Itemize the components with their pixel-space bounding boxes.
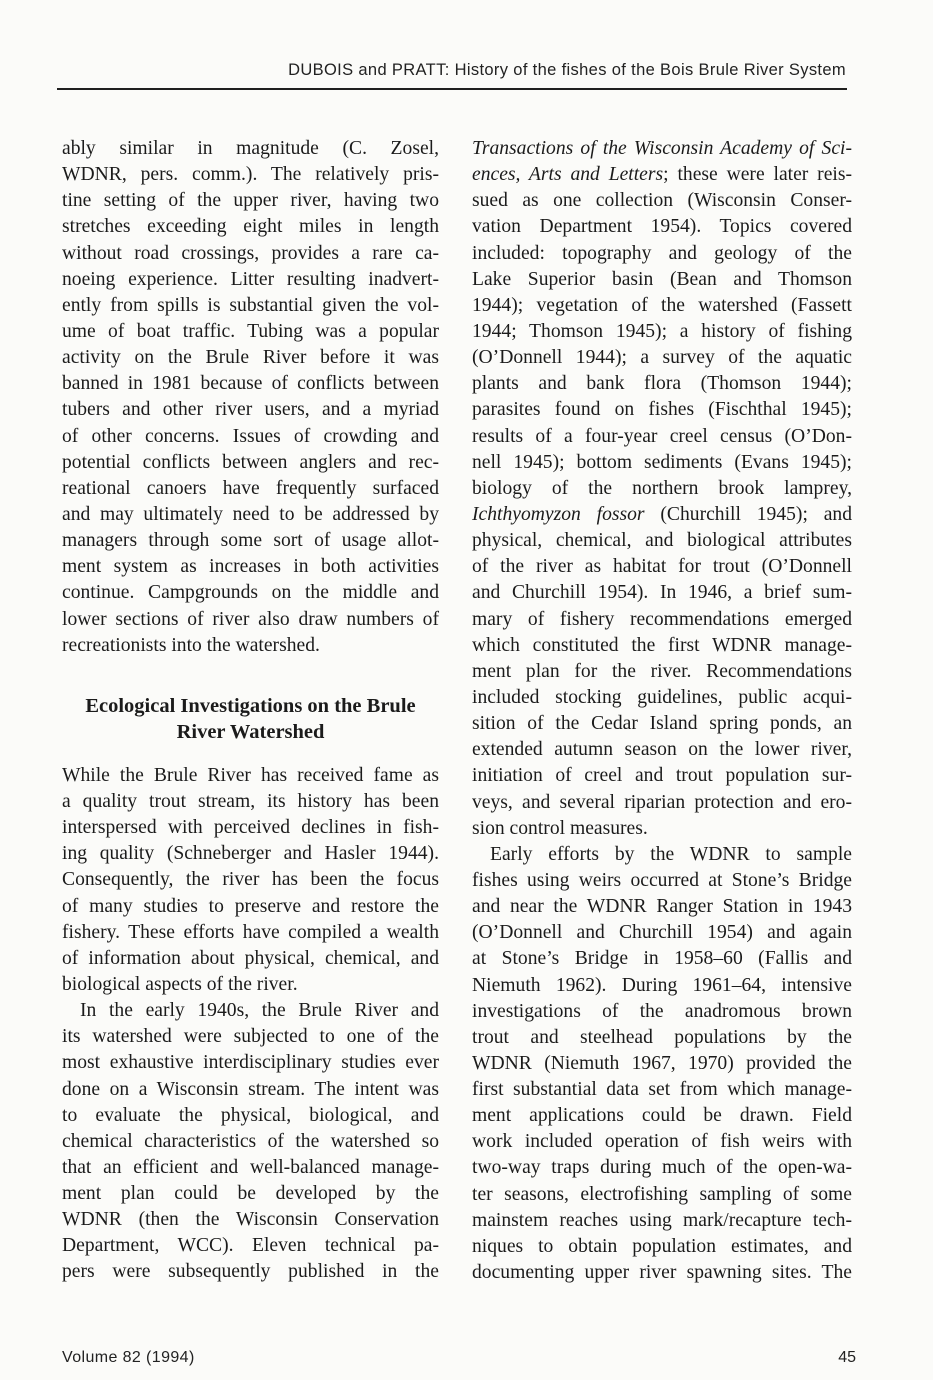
text-line: of other concerns. Issues of crowding and <box>62 425 439 447</box>
text-line: ing quality (Schneberger and Hasler 1944). <box>62 843 439 865</box>
paragraph-recreation <box>62 136 439 659</box>
text-line: trout and steelhead populations by the <box>472 1026 852 1048</box>
text-line: ter seasons, electrofishing sampling of some <box>472 1183 852 1205</box>
text-line: that an efficient and well-balanced manage- <box>62 1156 439 1178</box>
text-line: lower sections of river also draw numbers of <box>62 608 439 630</box>
text-line: physical, chemical, and biological attributes <box>472 530 852 552</box>
text-line: Early efforts by the WDNR to sample <box>490 843 852 865</box>
text-line: pers were subsequently published in the <box>62 1261 439 1283</box>
journal-title: Transactions of the Wisconsin Academy of Sci- <box>472 138 852 159</box>
text-line: chemical characteristics of the watershed so <box>62 1130 439 1152</box>
paragraph-early-1940s <box>62 998 439 1286</box>
text-line: at Stone’s Bridge in 1958–60 (Fallis and <box>472 948 852 970</box>
text-line: reational canoers have frequently surfaced <box>62 477 439 499</box>
running-header: DUBOIS and PRATT: History of the fishes of the Bois Brule River System <box>288 61 846 79</box>
text-line: plants and bank flora (Thomson 1944); <box>472 373 852 395</box>
text-line: biology of the northern brook lamprey, <box>472 477 852 499</box>
text-line: two-way traps during much of the open-wa- <box>472 1157 852 1179</box>
text-line: investigations of the anadromous brown <box>472 1000 852 1022</box>
text-line: its watershed were subjected to one of the <box>62 1026 439 1048</box>
text-line: Department, WCC). Eleven technical pa- <box>62 1235 439 1257</box>
heading-line: Ecological Investigations on the Brule <box>85 694 416 717</box>
text-line: first substantial data set from which manage- <box>472 1079 852 1101</box>
text-line: and Churchill 1954). In 1946, a brief sum- <box>472 582 852 604</box>
text-line: work included operation of fish weirs with <box>472 1131 852 1153</box>
text-line: included stocking guidelines, public acqui- <box>472 686 852 708</box>
text-line: fishes using weirs occurred at Stone’s Bridge <box>472 869 852 891</box>
text-line: ment system as increases in both activities <box>62 556 439 578</box>
text-line: ment applications could be drawn. Field <box>472 1105 852 1127</box>
heading-spacer <box>62 745 439 763</box>
text-line: sued as one collection (Wisconsin Conser- <box>472 190 852 212</box>
text-line: ably similar in magnitude (C. Zosel, <box>62 138 439 159</box>
section-spacer <box>62 659 439 693</box>
text-line: vation Department 1954). Topics covered <box>472 216 852 238</box>
text-line: WDNR, pers. comm.). The relatively pris- <box>62 164 439 186</box>
text-line: Consequently, the river has been the focus <box>62 869 439 891</box>
text-line: sion control measures. <box>472 817 648 839</box>
text-line: noeing experience. Litter resulting inadvert- <box>62 268 439 290</box>
text-line: done on a Wisconsin stream. The intent was <box>62 1078 439 1100</box>
text-line: to evaluate the physical, biological, and <box>62 1104 439 1126</box>
text-line: nell 1945); bottom sediments (Evans 1945); <box>472 451 852 473</box>
text-line: interspersed with perceived declines in fish- <box>62 817 439 839</box>
text-line: 1944); vegetation of the watershed (Fassett <box>472 294 852 316</box>
text-line: mainstem reaches using mark/recapture tech- <box>472 1209 852 1231</box>
text-line: (O’Donnell 1944); a survey of the aquatic <box>472 347 852 369</box>
text-line: most exhaustive interdisciplinary studies ever <box>62 1052 439 1074</box>
text-line: While the Brule River has received fame as <box>62 764 439 786</box>
text-line: included: topography and geology of the <box>472 242 852 264</box>
text-line: fishery. These efforts have compiled a wealth <box>62 921 439 943</box>
text-line: biological aspects of the river. <box>62 973 298 995</box>
text-line: which constituted the first WDNR manage- <box>472 634 852 656</box>
text-line: and near the WDNR Ranger Station in 1943 <box>472 896 852 918</box>
text-line: of information about physical, chemical, and <box>62 947 439 969</box>
paragraph-topics <box>472 188 852 502</box>
text-line: sition of the Cedar Island spring ponds, an <box>472 713 852 735</box>
text-line: potential conflicts between anglers and rec- <box>62 451 439 473</box>
text-line: ment plan for the river. Recommendations <box>472 660 852 682</box>
species-name: Ichthyomyzon fossor <box>472 503 645 525</box>
page-number: 45 <box>838 1349 856 1366</box>
text-line: stretches exceeding eight miles in length <box>62 216 439 238</box>
text-line: WDNR (Niemuth 1967, 1970) provided the <box>472 1052 852 1074</box>
text-line: of many studies to preserve and restore the <box>62 895 439 917</box>
text-line: documenting upper river spawning sites. The <box>472 1262 852 1284</box>
text-line: results of a four-year creel census (O’Don- <box>472 425 852 447</box>
paragraph-topics-cont <box>472 528 852 842</box>
text-line: 1944; Thomson 1945); a history of fishing <box>472 320 852 342</box>
text-line: recreationists into the watershed. <box>62 634 320 656</box>
text-line: Lake Superior basin (Bean and Thomson <box>472 268 852 290</box>
text-line: ment plan could be developed by the <box>62 1183 439 1205</box>
text-line: extended autumn season on the lower river, <box>472 739 852 761</box>
right-column <box>472 136 852 1286</box>
text-line: initiation of creel and trout population sur- <box>472 765 852 787</box>
text-line: banned in 1981 because of conflicts between <box>62 373 439 395</box>
text-line: without road crossings, provides a rare ca- <box>62 242 439 264</box>
text-line: niques to obtain population estimates, and <box>472 1235 852 1257</box>
text-line: mary of fishery recommendations emerged <box>472 608 852 630</box>
footer-volume: Volume 82 (1994) <box>62 1349 195 1366</box>
text-line: (O’Donnell and Churchill 1954) and again <box>472 922 852 944</box>
text-line: ume of boat traffic. Tubing was a popular <box>62 320 439 342</box>
header-rule <box>57 88 847 90</box>
text-line: Niemuth 1962). During 1961–64, intensive <box>472 974 852 996</box>
text-line: Ichthyomyzon fossor (Churchill 1945); and <box>472 503 852 525</box>
paragraph-early-efforts <box>472 842 852 1286</box>
section-heading <box>62 693 439 745</box>
text-line: activity on the Brule River before it was <box>62 347 439 369</box>
text-line: ently from spills is substantial given the vol- <box>62 294 439 316</box>
text-line: ences, Arts and Letters; these were later reis- <box>472 164 852 186</box>
text-line: veys, and several riparian protection and ero- <box>472 791 852 813</box>
text-line: tine setting of the upper river, having two <box>62 190 439 212</box>
text-line: a quality trout stream, its history has been <box>62 790 439 812</box>
text-line: continue. Campgrounds on the middle and <box>62 582 439 604</box>
text-line: managers through some sort of usage allot- <box>62 530 439 552</box>
text-line <box>472 136 852 162</box>
journal-title-cont: ences, Arts and Letters <box>472 164 664 186</box>
left-column <box>62 136 439 1286</box>
text-line: of the river as habitat for trout (O’Donnell <box>472 556 852 578</box>
text-line: parasites found on fishes (Fischthal 1945); <box>472 399 852 421</box>
heading-line: River Watershed <box>176 720 325 743</box>
paragraph-intro <box>62 763 439 998</box>
text-line: tubers and other river users, and a myriad <box>62 399 439 421</box>
text-line: and may ultimately need to be addressed by <box>62 503 439 525</box>
text-line: In the early 1940s, the Brule River and <box>80 1000 439 1022</box>
text-line: WDNR (then the Wisconsin Conservation <box>62 1209 439 1231</box>
